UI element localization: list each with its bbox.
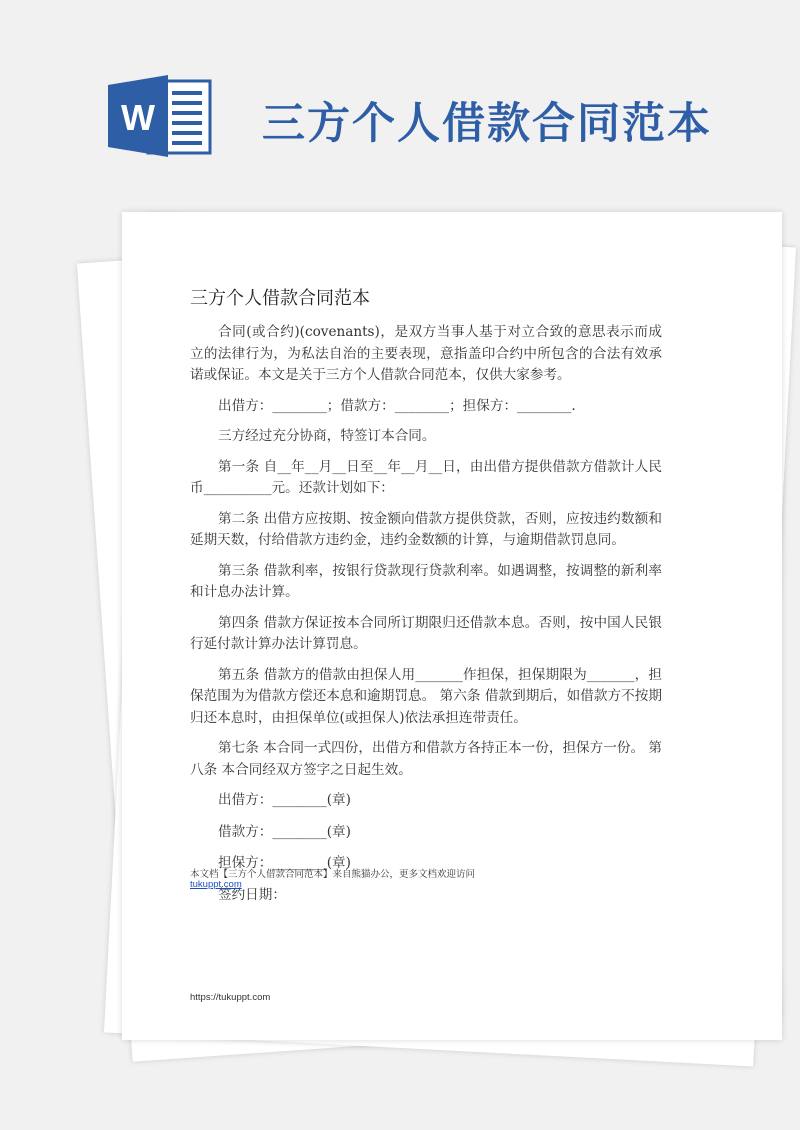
- article-4: 第四条 借款方保证按本合同所订期限归还借款本息。否则，按中国人民银行延付款计算办法计算罚息。: [190, 614, 662, 652]
- parties-line: 出借方：________；借款方：________；担保方：________.: [218, 397, 576, 414]
- page-url: https://tukuppt.com: [190, 992, 271, 1003]
- article-2: 第二条 出借方应按期、按金额向借款方提供贷款，否则，应按违约数额和延期天数，付给借款方违约金，违约金数额的计算，与逾期借款罚息同。: [190, 510, 662, 548]
- signature-borrower: 借款方：________(章): [218, 823, 351, 840]
- word-document-icon: [108, 75, 212, 157]
- svg-text:W: W: [121, 97, 155, 138]
- article-7-8: 第七条 本合同一式四份，出借方和借款方各持正本一份，担保方一份。 第八条 本合同经双方签字之日起生效。: [190, 740, 662, 778]
- signature-lender: 出借方：________(章): [218, 792, 351, 808]
- article-3: 第三条 借款利率，按银行贷款现行贷款利率。如遇调整，按调整的新利率和计息办法计算。: [190, 562, 662, 600]
- signing-date: 签约日期：: [218, 886, 286, 903]
- article-5-6: 第五条 借款方的借款由担保人用_______作担保，担保期限为_______，担保范围为为借款方偿还本息和逾期罚息。 第六条 借款到期后，如借款方不按期归还本息时，由担保单位(或担保人)依法承担连带责任。: [190, 666, 662, 726]
- document-title: 三方个人借款合同范本: [190, 288, 370, 309]
- article-1: 第一条 自__年__月__日至__年__月__日，由出借方提供借款方借款计人民币__________元。还款计划如下：: [190, 458, 662, 496]
- signature-guarantor: 担保方：________(章): [218, 855, 351, 871]
- document-body: [190, 322, 662, 916]
- agreement-line: 三方经过充分协商，特签订本合同。: [218, 428, 436, 444]
- intro-paragraph: 合同(或合约)(covenants)，是双方当事人基于对立合致的意思表示而成立的法律行为，为私法自治的主要表现，意指盖印合约中所包含的合法有效承诺或保证。本文是关于三方个人借款合同范本，仅供大家参考。: [190, 324, 662, 383]
- source-note: 本文档【三方个人借款合同范本】来自熊猫办公，更多文档欢迎访问: [190, 869, 476, 880]
- source-link[interactable]: tukuppt.com: [190, 879, 242, 890]
- banner-title: 三方个人借款合同范本: [262, 99, 712, 149]
